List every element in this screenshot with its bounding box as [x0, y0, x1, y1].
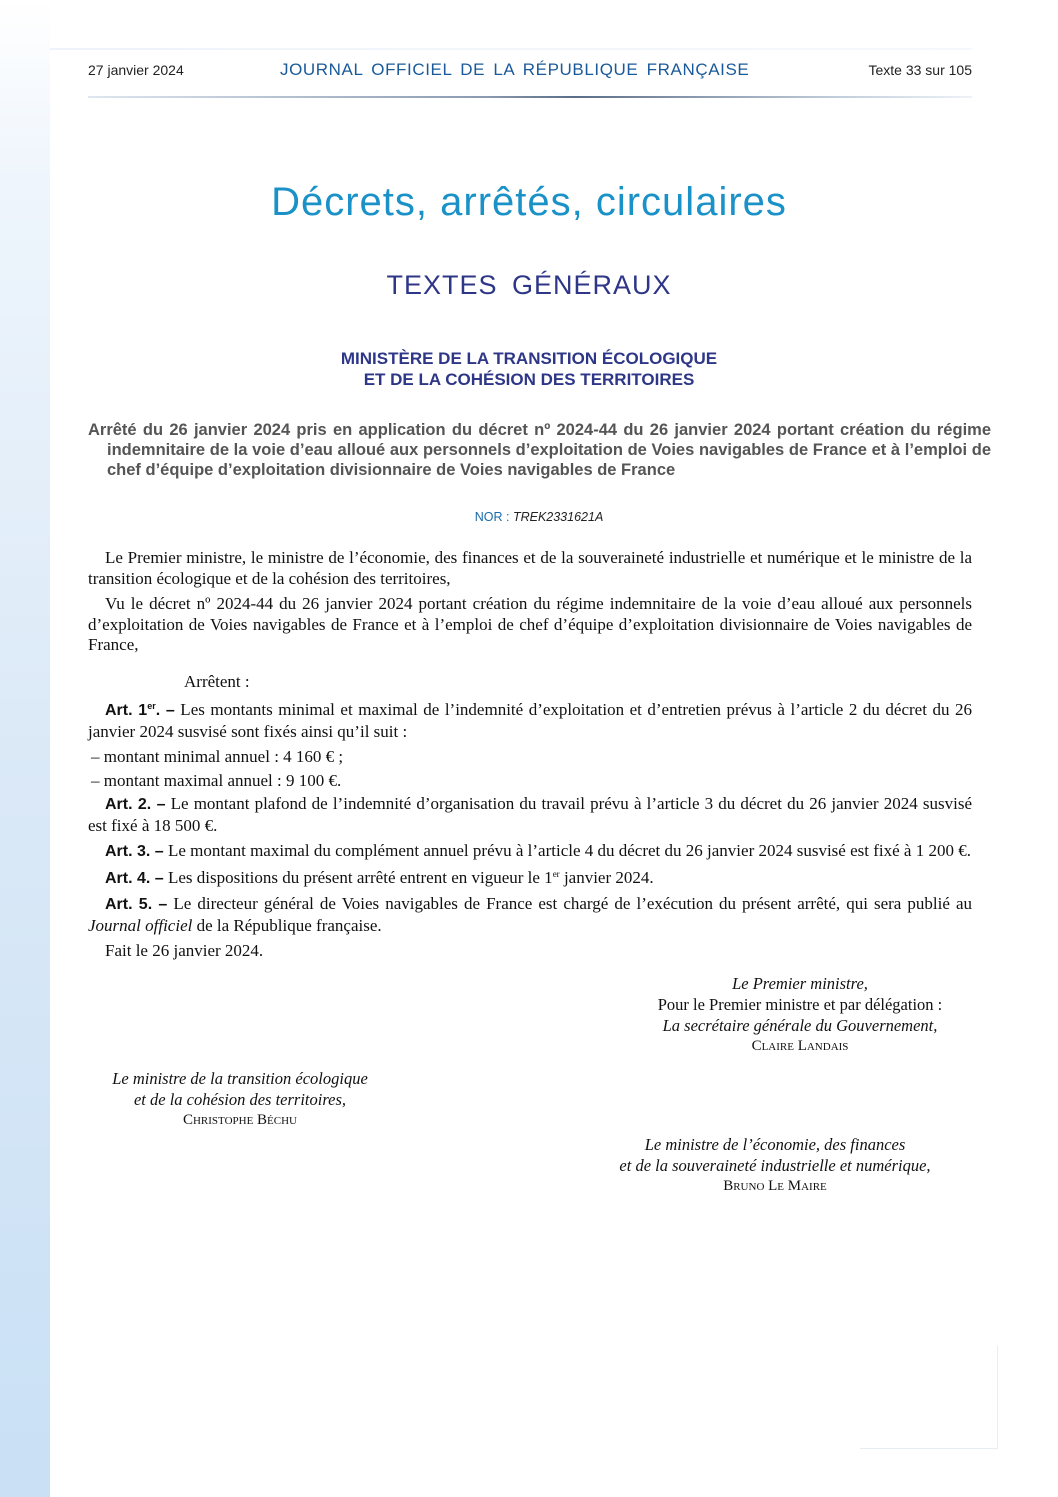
article-5: Art. 5. – Le directeur général de Voies navigables de France est chargé de l’exécution du présent arrêté, qui sera publié au Journal officiel de la République française. — [88, 894, 972, 935]
article-text: Le montant plafond de l’indemnité d’organisation du travail prévu à l’article 3 du décret du 26 janvier 2024 susvisé est fixé à 18 500 €. — [88, 794, 972, 835]
nor-code: TREK2331621A — [512, 510, 604, 524]
article-text: Les montants minimal et maximal de l’indemnité d’exploitation et d’entretien prévus à l’article 2 du décret du 26 janvier 2024 susvisé sont fixés ainsi qu’il suit : — [88, 700, 972, 741]
article-label: Art. 3. – — [105, 843, 164, 860]
signatory-name: Bruno Le Maire — [723, 1178, 827, 1194]
ministry-line-2: ET DE LA COHÉSION DES TERRITOIRES — [363, 370, 695, 389]
ministry-heading — [0, 348, 1058, 390]
signature-premier-ministre: Le Premier ministre, Pour le Premier ministre et par délégation : La secrétaire générale du Gouvernement, Claire Landais — [560, 973, 1040, 1057]
nor-label: NOR : — [474, 510, 510, 524]
ministry-line-1: MINISTÈRE DE LA TRANSITION ÉCOLOGIQUE — [340, 349, 718, 368]
text-number: Texte 33 sur 105 — [868, 62, 972, 78]
article-4: Art. 4. – Les dispositions du présent arrêté entrent en vigueur le 1er janvier 2024. — [105, 867, 654, 887]
journal-title: JOURNAL OFFICIEL DE LA RÉPUBLIQUE FRANÇAISE — [280, 60, 750, 79]
signature-ecologie: Le ministre de la transition écologique et de la cohésion des territoires, Christophe Béchu — [40, 1068, 440, 1131]
signatory-name: Christophe Béchu — [182, 1112, 297, 1128]
article-text: Le montant maximal du complément annuel prévu à l’article 4 du décret du 26 janvier 2024 susvisé est fixé à 1 200 €. — [163, 841, 971, 860]
page-corner-mark — [860, 1346, 998, 1449]
signatory-name: Claire Landais — [751, 1038, 849, 1054]
section-title: TEXTES GÉNÉRAUX — [386, 270, 672, 300]
article-label: Art. 2. – — [105, 796, 166, 813]
nor-reference — [0, 510, 1058, 524]
arrete-title: Arrêté du 26 janvier 2024 pris en application du décret nº 2024-44 du 26 janvier 2024 portant création du régime indemnitaire de la voie d’eau alloué aux personnels d’exploitation de Voies navigables de France et à l’emploi de chef d’équipe d’exploitation divisionnaire de Voies navigables de France — [88, 421, 991, 479]
article-2 — [88, 794, 972, 836]
signature-economie: Le ministre de l’économie, des finances et de la souveraineté industrielle et numérique, Bruno Le Maire — [540, 1134, 1010, 1197]
article-label: Art. 1er. – — [105, 701, 175, 719]
article-label: Art. 4. – — [105, 869, 164, 887]
preamble-paragraph: Le Premier ministre, le ministre de l’économie, des finances et de la souveraineté industrielle et numérique et le ministre de la transition écologique et de la cohésion des territoires, — [88, 548, 972, 588]
header-date: 27 janvier 2024 — [88, 62, 184, 78]
arretent: Arrêtent : — [184, 671, 250, 691]
visa-paragraph: Vu le décret nº 2024-44 du 26 janvier 2024 portant création du régime indemnitaire de la voie d’eau alloué aux personnels d’exploitation de Voies navigables de France et à l’emploi de chef d’équipe d’exploitation divisionnaire de Voies navigables de France, — [88, 594, 972, 654]
document-body — [88, 548, 972, 967]
list-item: – montant maximal annuel : 9 100 €. — [91, 770, 342, 790]
fait-le: Fait le 26 janvier 2024. — [105, 941, 264, 960]
page-header — [88, 62, 972, 86]
article-3 — [88, 841, 972, 863]
header-divider — [88, 96, 972, 98]
main-title: Décrets, arrêtés, circulaires — [271, 180, 787, 224]
page-frame — [50, 48, 972, 50]
article-1 — [88, 700, 972, 742]
article-label: Art. 5. – — [105, 896, 168, 913]
list-item: – montant minimal annuel : 4 160 € ; — [91, 747, 344, 766]
